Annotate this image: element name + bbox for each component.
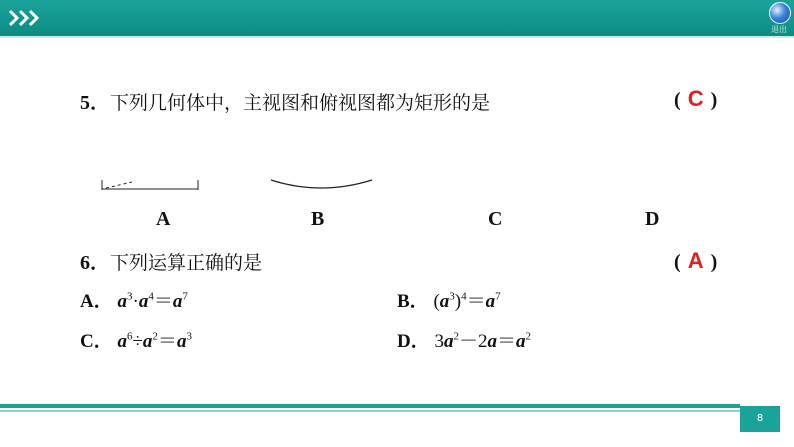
figure-label-d: D bbox=[645, 208, 660, 230]
solid-figure-a bbox=[98, 176, 208, 192]
figure-label-c: C bbox=[488, 208, 503, 230]
choice-b bbox=[397, 286, 501, 313]
top-bar bbox=[0, 0, 794, 36]
choice-a-expression: $a^3\cdot a^4=a^7$ bbox=[117, 290, 188, 312]
question-6-text: 下列运算正确的是 bbox=[110, 252, 263, 274]
choice-a bbox=[80, 286, 188, 313]
question-5-answer: C bbox=[687, 86, 704, 111]
choice-c-expression: $a^6\div a^2=a^3$ bbox=[117, 330, 192, 352]
question-5-answer-bracket: ( C ) bbox=[674, 86, 718, 111]
exit-button[interactable] bbox=[766, 2, 792, 36]
question-5-number: 5． bbox=[80, 92, 110, 114]
chevrons-icon bbox=[8, 9, 44, 27]
question-6 bbox=[80, 246, 262, 275]
choice-d-letter: D． bbox=[397, 331, 430, 352]
question-5 bbox=[80, 86, 490, 115]
choice-d-expression: $3a^2-2a=a^2$ bbox=[434, 330, 532, 352]
footer-rule-thin bbox=[0, 410, 740, 412]
footer-rule bbox=[0, 404, 740, 408]
choice-c bbox=[80, 326, 192, 353]
exit-label: 退出 bbox=[771, 25, 787, 34]
exit-icon bbox=[769, 2, 791, 24]
choice-b-letter: B． bbox=[397, 291, 429, 312]
page-number: 8 bbox=[756, 413, 764, 424]
question-6-number: 6． bbox=[80, 252, 110, 274]
question-5-text: 下列几何体中，主视图和俯视图都为矩形的是 bbox=[110, 92, 491, 114]
figure-label-b: B bbox=[311, 208, 325, 230]
choice-c-letter: C． bbox=[80, 331, 113, 352]
question-6-answer-bracket: ( A ) bbox=[674, 248, 718, 273]
question-6-answer: A bbox=[687, 248, 704, 273]
choice-b-expression: $(a^3)^4=a^7$ bbox=[433, 290, 501, 312]
figure-label-a: A bbox=[156, 208, 171, 230]
choice-d bbox=[397, 326, 531, 353]
choice-a-letter: A． bbox=[80, 291, 113, 312]
solid-figure-b bbox=[268, 176, 378, 192]
